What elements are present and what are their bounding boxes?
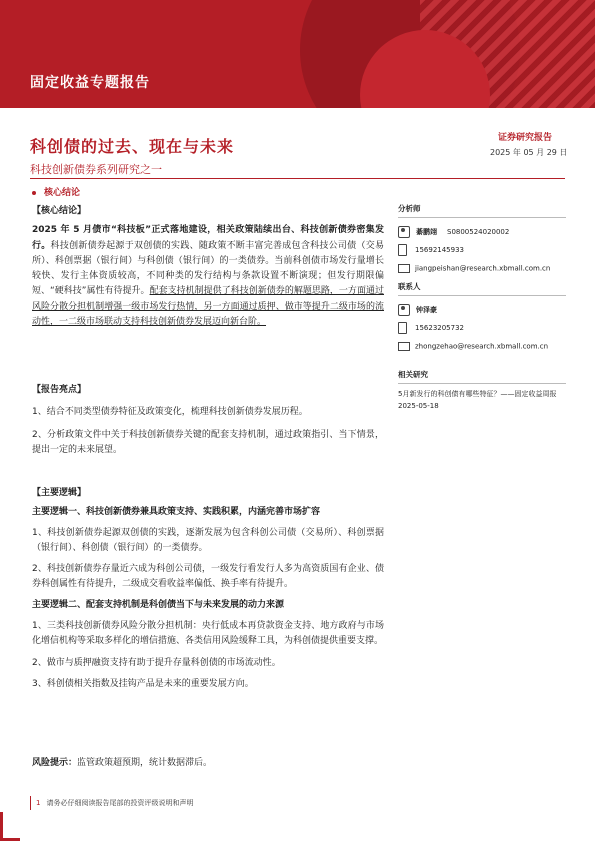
corner-decoration — [0, 812, 20, 841]
core-underline: 配套支持机制提供了科技创新债券的解题思路，一方面通过风险分散分担机制增强一级市场发行热情，另一方面通过质押、做市等提升二级市场的流动性，一二级市场联动支持科技创新债券发展迈向新台阶。 — [32, 286, 384, 328]
core-lead: 2025 年 5 月债市“科技板”正式落地建设，相关政策陆续出台、科技创新债券密集发行。 — [32, 225, 384, 251]
analyst-email-row — [398, 264, 566, 273]
title-divider — [30, 178, 565, 179]
list-item: 1、三类科技创新债券风险分散分担机制：央行低成本再贷款资金支持、地方政府与市场化增信机构等采取多样化的增信措施、各类信用风险缓释工具，为科创债提供重要支撑。 — [32, 621, 384, 647]
analyst-label: 分析师 — [398, 204, 421, 213]
list-item: 1、科技创新债券起源双创债的实践，逐渐发展为包含科创公司债（交易所）、科创票据（银行间）、科创债（银行间）的一类债券。 — [32, 527, 384, 553]
list-item: 1、结合不同类型债券特征及政策变化，梳理科技创新债券发展历程。 — [32, 407, 308, 418]
core-paragraph — [32, 223, 384, 330]
contact-name: 钟泽豪 — [416, 306, 437, 314]
mail-icon — [398, 342, 410, 351]
analyst-email[interactable]: jiangpeishan@research.xbmall.com.cn — [415, 264, 551, 273]
section-core-conclusion: 核心结论 — [32, 185, 80, 198]
person-icon — [398, 304, 410, 316]
list-item: 2、科技创新债券存量近六成为科创公司债，一级发行看发行人多为高资质国有企业、债券科创属性有待提升，二级成交看收益率偏低、换手率有待提升。 — [32, 564, 384, 590]
related-label: 相关研究 — [398, 370, 428, 379]
contact-phone: 15623205732 — [415, 324, 464, 332]
core-body: 科技创新债券起源于双创债的实践、随政策不断丰富完善成包含科技公司债（交易所）、科创票据（银行间）与科创债（银行间）的一类债券。当前科创债市场发行量增长较快、发行主体资质较高，不同种类的发行结构与条款设置不断演现；但发行期限偏短、“硬科技”属性有待提升。 — [32, 240, 384, 297]
analyst-name: 綦鹏翊 — [416, 228, 437, 236]
analyst-id: S0800524020002 — [447, 228, 510, 236]
logic-block — [32, 486, 384, 692]
list-item: 2、做市与质押融资支持有助于提升存量科创债的市场流动性。 — [32, 657, 281, 668]
highlights-block — [32, 383, 384, 458]
contact-label: 联系人 — [398, 282, 421, 291]
sidebar-analyst — [398, 203, 566, 412]
contact-phone-row — [398, 322, 566, 334]
phone-icon — [398, 244, 407, 256]
highlights-label: 【报告亮点】 — [32, 385, 87, 395]
logic-heading-2: 主要逻辑二、配套支持机制是科创债当下与未来发展的动力来源 — [32, 599, 285, 610]
bullet-icon — [32, 191, 36, 195]
logic-label: 【主要逻辑】 — [32, 488, 87, 498]
page-number: 1 — [36, 799, 41, 807]
person-icon — [398, 226, 410, 238]
sidebar-divider — [398, 383, 566, 384]
related-link[interactable]: 5月新发行的科创债有哪些特征？——固定收益周报 2025-05-18 — [398, 390, 557, 410]
footer — [36, 798, 193, 808]
report-date: 2025 年 05 月 29 日 — [490, 148, 568, 157]
contact-email-row — [398, 342, 566, 351]
sidebar-divider — [398, 217, 566, 218]
footer-disclaimer: 请务必仔细阅读报告尾部的投资评级说明和声明 — [46, 799, 194, 807]
list-item: 2、分析政策文件中关于科技创新债券关键的配套支持机制，通过政策指引、当下情景，提出一定的未来展望。 — [32, 429, 384, 455]
contact-row — [398, 304, 566, 316]
risk-text: 监管政策超预期，统计数据滞后。 — [77, 758, 213, 768]
report-category: 固定收益专题报告 — [30, 75, 150, 91]
analyst-row — [398, 226, 566, 238]
risk-warning — [32, 756, 384, 771]
page-subtitle: 科技创新债券系列研究之一 — [30, 163, 162, 176]
list-item: 3、科创债相关指数及挂钩产品是未来的重要发展方向。 — [32, 678, 254, 689]
core-box-label: 【核心结论】 — [32, 206, 87, 216]
mail-icon — [398, 264, 410, 273]
core-conclusion-block — [32, 204, 384, 330]
analyst-phone: 15692145933 — [415, 246, 464, 254]
phone-icon — [398, 322, 407, 334]
sidebar-divider — [398, 295, 566, 296]
logic-heading-1: 主要逻辑一、科技创新债券兼具政策支持、实践积累，内涵完善市场扩容 — [32, 507, 321, 518]
analyst-phone-row — [398, 244, 566, 256]
footer-accent — [30, 796, 31, 810]
brand-label: 证券研究报告 — [498, 133, 553, 143]
page-title: 科创债的过去、现在与未来 — [30, 137, 235, 156]
risk-label: 风险提示： — [32, 758, 78, 768]
contact-email[interactable]: zhongzehao@research.xbmall.com.cn — [415, 342, 549, 351]
